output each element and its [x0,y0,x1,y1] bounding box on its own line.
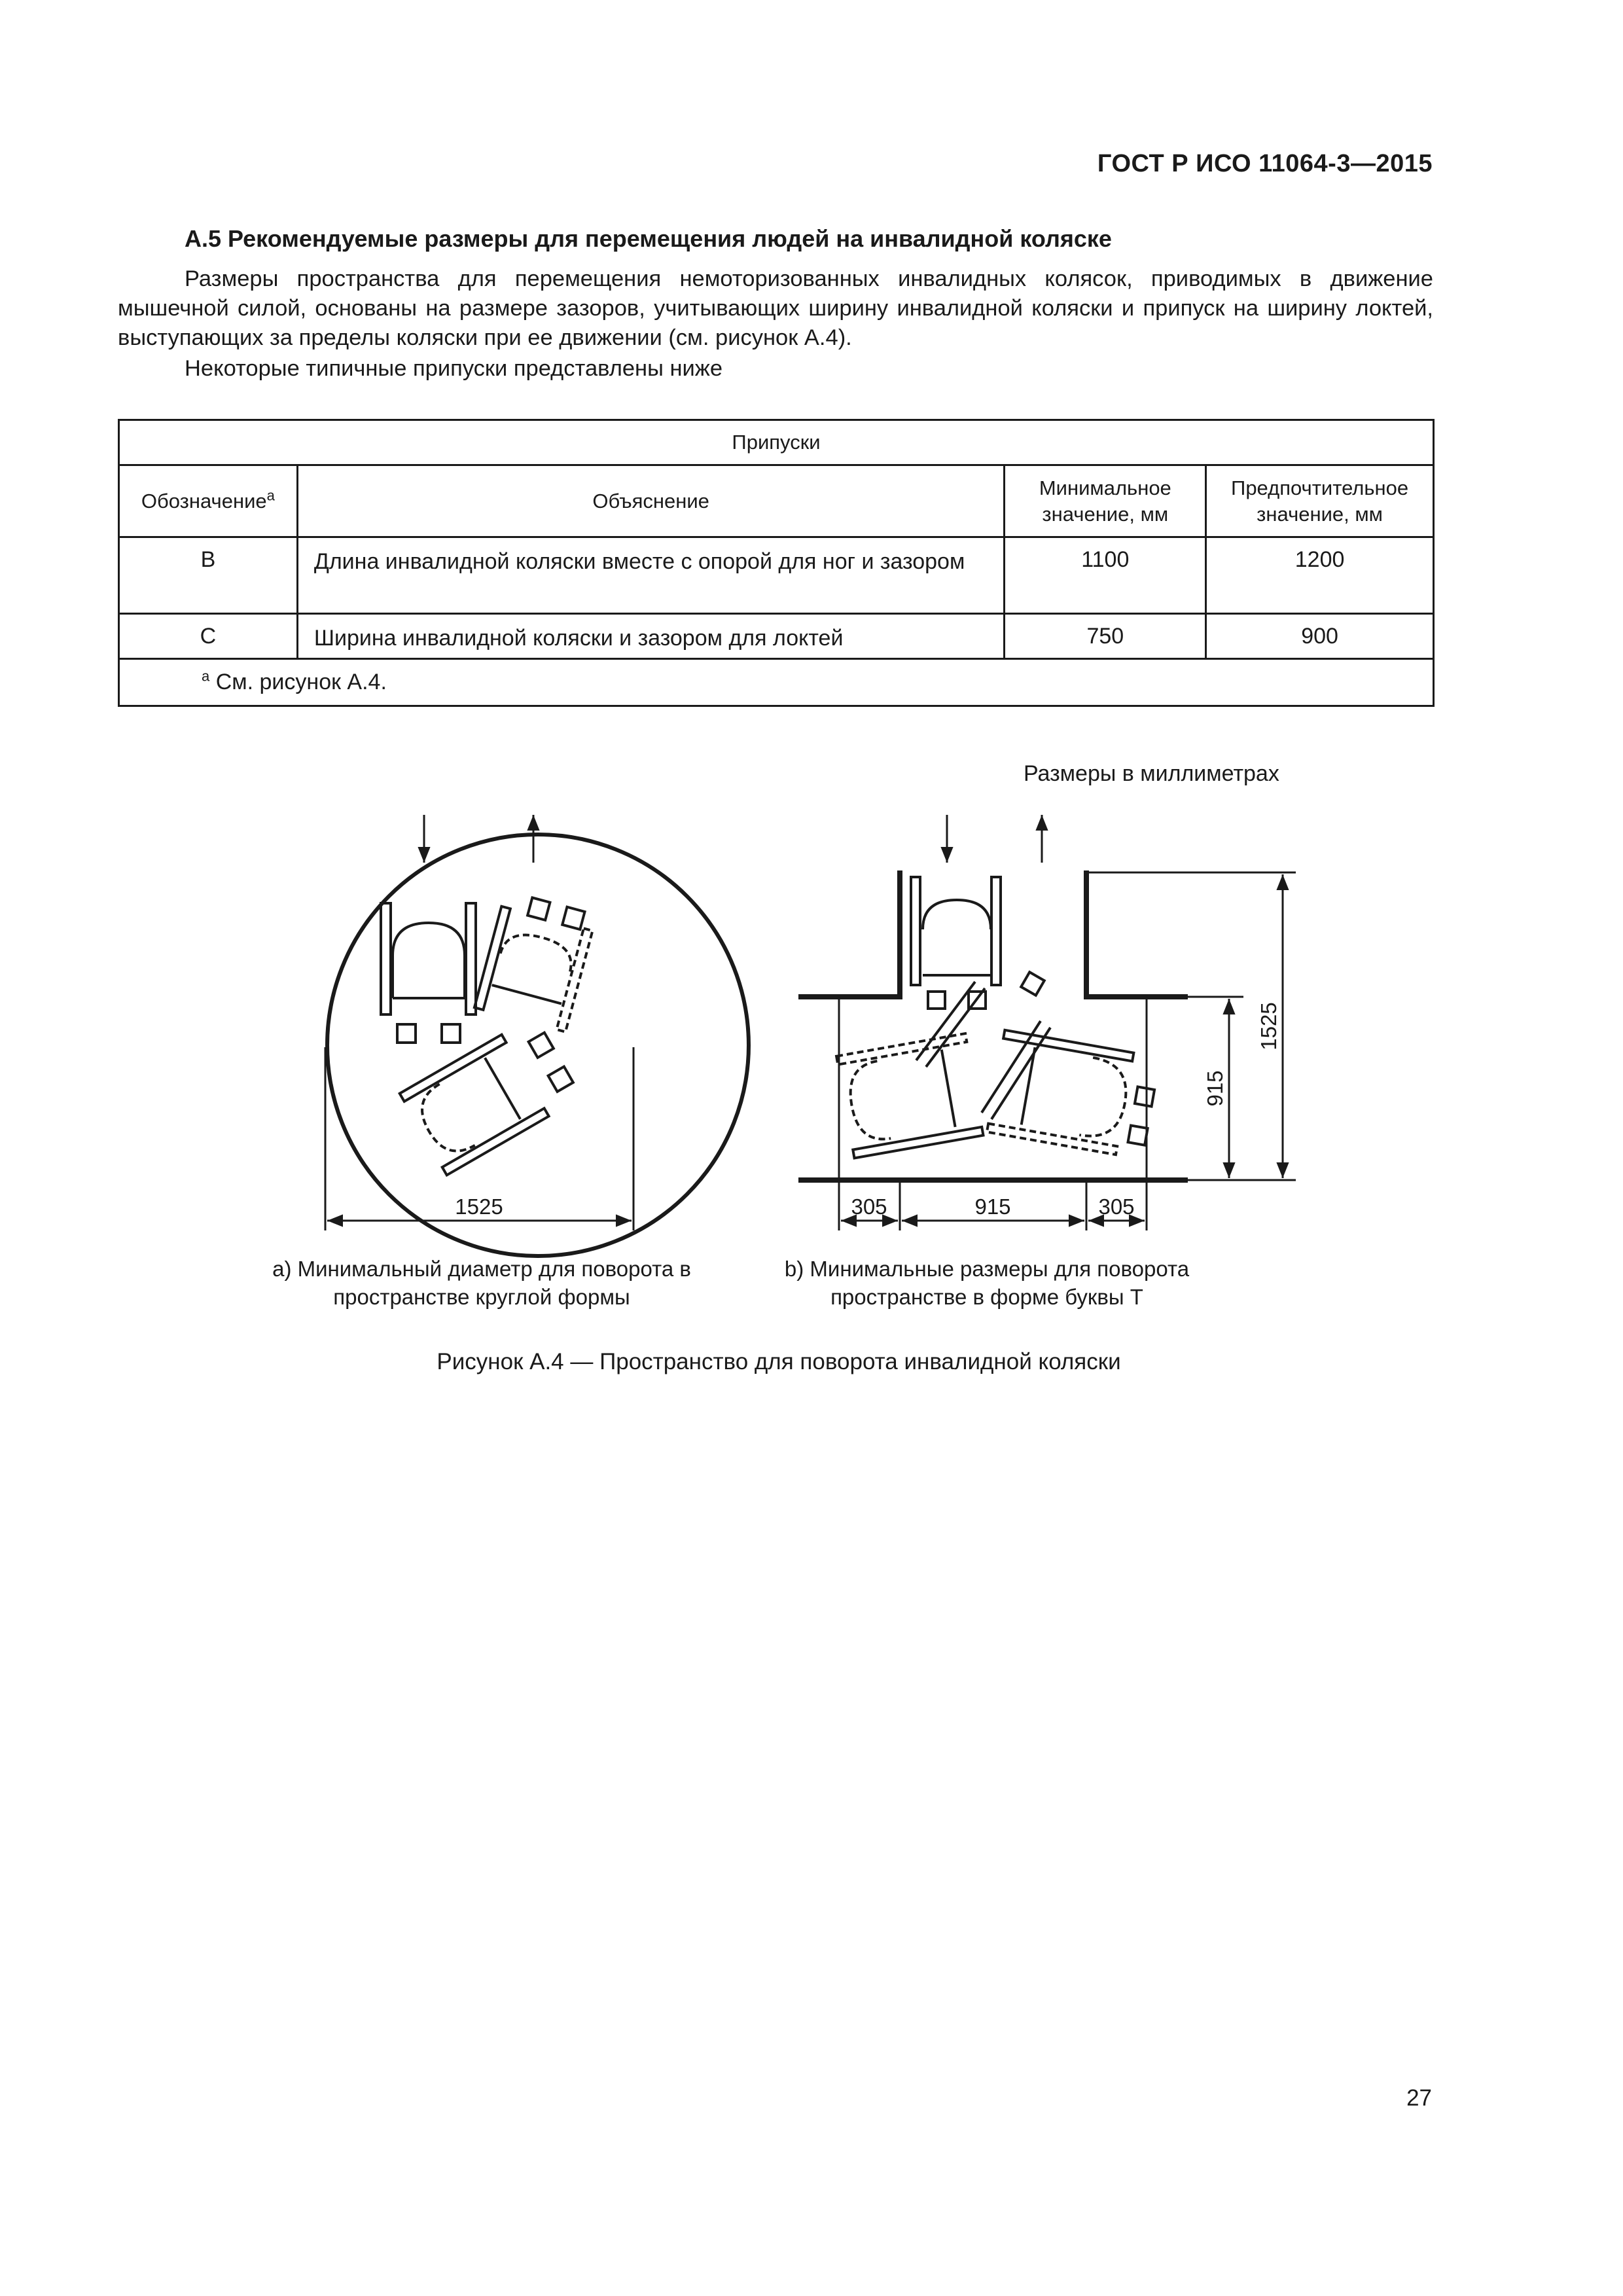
table-title: Припуски [119,420,1434,465]
header-footnote-mark: a [266,487,275,504]
dim-b-305-right: 305 [1098,1194,1135,1219]
units-note: Размеры в миллиметрах [1024,761,1279,786]
caption-b: b) Минимальные размеры для поворота пространстве в форме буквы Т [784,1257,1190,1309]
caption-a: а) Минимальный диаметр для поворота в пространстве круглой формы [272,1257,691,1309]
wheelchair-icon [911,877,1001,1009]
wheelchair-icon [836,1033,983,1158]
document-header: ГОСТ Р ИСО 11064-3—2015 [1097,150,1433,177]
header-min-value: Минимальное значение, мм [1005,465,1206,537]
diagram-b-t-shape [798,815,1296,1230]
section-title: А.5 Рекомендуемые размеры для перемещения людей на инвалидной коляске [185,225,1112,252]
header-explanation: Объяснение [297,465,1005,537]
row-explanation: Ширина инвалидной коляски и зазором для локтей [297,614,1005,659]
page-number: 27 [1406,2085,1432,2111]
wheelchair-icon [381,903,476,1043]
dim-b-1525-vertical: 1525 [1257,1002,1281,1050]
figure-title: Рисунок А.4 — Пространство для поворота инвалидной коляски [437,1349,1121,1374]
diagram-a-circle [325,815,749,1256]
dim-b-305-left: 305 [851,1194,887,1219]
paragraph-1: Размеры пространства для перемещения немоторизованных инвалидных колясок, приводимых в движение мышечной силой, основаны на размере зазоров, учитывающих ширину инвалидной коляски и припуск на ширину локтей, выступающих за пределы коляски при ее движении (см. рисунок А.4). [118,266,1433,350]
row-min-value: 1100 [1005,537,1206,614]
row-designation: B [119,537,298,614]
footnote-text: См. рисунок А.4. [215,670,387,694]
paragraph-2: Некоторые типичные припуски представлены ниже [185,356,723,381]
dim-a-1525: 1525 [455,1194,503,1219]
row-explanation: Длина инвалидной коляски вместе с опорой для ног и зазором [297,537,1005,614]
wheelchair-icon [987,1030,1160,1159]
row-pref-value: 900 [1206,614,1434,659]
dim-b-915-vertical: 915 [1203,1070,1227,1107]
header-designation-label: Обозначение [141,489,267,512]
wheelchair-rotation-path [916,972,1050,1119]
dim-b-915: 915 [974,1194,1011,1219]
row-pref-value: 1200 [1206,537,1434,614]
row-min-value: 750 [1005,614,1206,659]
row-designation: C [119,614,298,659]
wheelchair-icon [474,891,597,1032]
footnote-mark: a [202,668,210,685]
header-pref-value: Предпочтительное значение, мм [1206,465,1434,537]
wheelchair-icon [400,1016,582,1175]
